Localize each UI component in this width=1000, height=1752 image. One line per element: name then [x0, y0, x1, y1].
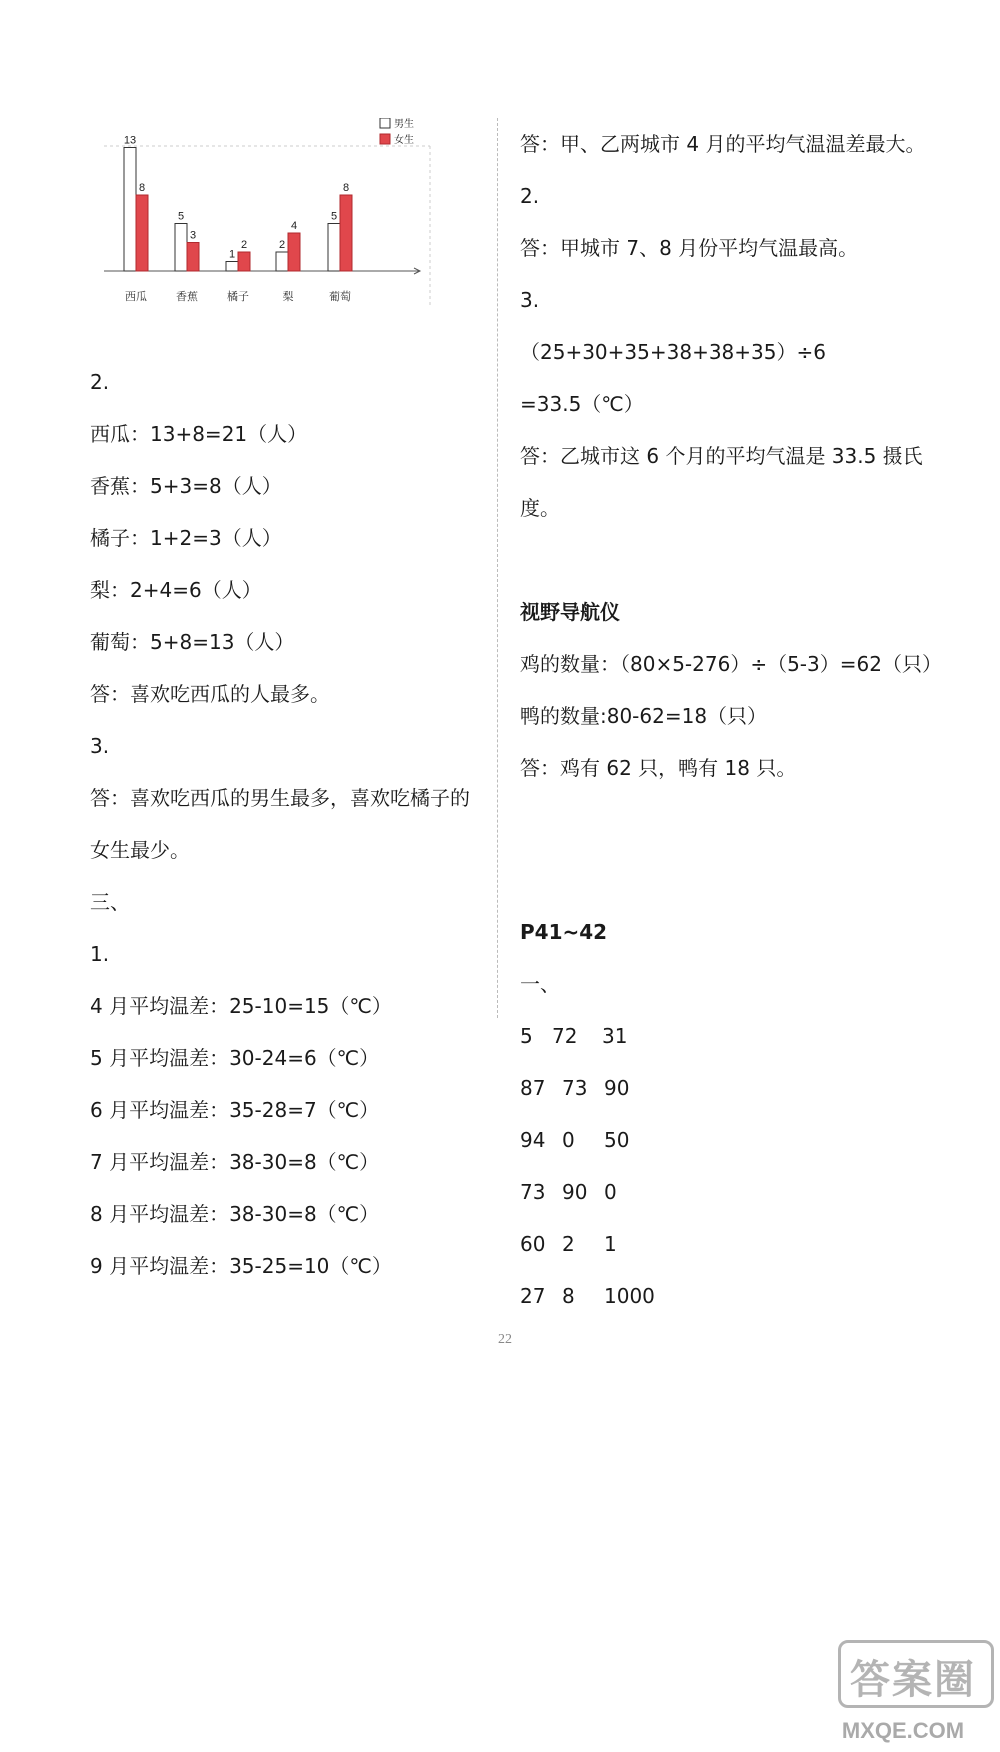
- grid-cell: 94: [520, 1128, 546, 1152]
- answer-average-line-1: 答：乙城市这 6 个月的平均气温是 33.5 摄氏: [520, 444, 923, 468]
- question-3-number-right: 3.: [520, 288, 540, 312]
- bar-value-label-girls: 4: [290, 220, 298, 232]
- watermark-logo-text: 答案圈: [850, 1657, 976, 1703]
- chart-bars: [124, 148, 352, 272]
- answer-chicken-duck: 答：鸡有 62 只，鸭有 18 只。: [520, 756, 797, 780]
- bar-value-label-boys: 5: [177, 210, 185, 223]
- temp-diff-july: 7 月平均温差：38-30=8（℃）: [90, 1150, 380, 1174]
- grid-cell: 73: [520, 1180, 546, 1204]
- grid-cell: 90: [604, 1076, 630, 1100]
- answer-average-line-2: 度。: [520, 496, 560, 520]
- category-label: 香蕉: [176, 290, 198, 303]
- section-1-heading: 一、: [520, 972, 560, 996]
- grid-cell: 1000: [604, 1284, 655, 1308]
- temp-diff-may: 5 月平均温差：30-24=6（℃）: [90, 1046, 380, 1070]
- bar-girls: [187, 243, 199, 272]
- section-3-question-1-number: 1.: [90, 942, 110, 966]
- category-label: 橘子: [227, 290, 249, 303]
- watermark-logo: [818, 1634, 988, 1744]
- bar-value-label-boys: 5: [330, 210, 338, 223]
- chart-axes: [104, 146, 430, 308]
- bar-boys: [328, 224, 340, 272]
- q2-line-orange: 橘子：1+2=3（人）: [90, 526, 282, 550]
- grid-cell: 0: [562, 1128, 575, 1152]
- bar-value-label-girls: 8: [138, 182, 146, 194]
- question-3-number: 3.: [90, 734, 110, 758]
- page-range-heading: P41~42: [520, 920, 608, 944]
- grid-cell: 31: [602, 1024, 628, 1048]
- section-3-heading: 三、: [90, 890, 130, 914]
- bar-girls: [238, 252, 250, 271]
- duck-calc: 鸭的数量:80-62=18（只）: [520, 704, 768, 728]
- legend-label-girls: 女生: [394, 135, 414, 146]
- bar-value-label-girls: 3: [189, 229, 197, 242]
- bar-value-label-boys: 13: [123, 134, 137, 147]
- grid-cell: 72: [552, 1024, 578, 1048]
- bar-girls: [136, 195, 148, 271]
- bar-value-label-boys: 1: [228, 248, 236, 261]
- temp-diff-september: 9 月平均温差：35-25=10（℃）: [90, 1254, 392, 1278]
- category-label: 西瓜: [125, 290, 147, 303]
- bar-boys: [226, 262, 238, 272]
- legend-swatch-boys: [380, 118, 390, 128]
- bar-girls: [340, 195, 352, 271]
- temp-diff-april: 4 月平均温差：25-10=15（℃）: [90, 994, 392, 1018]
- q2-line-watermelon: 西瓜：13+8=21（人）: [90, 422, 308, 446]
- legend-label-boys: 男生: [394, 119, 414, 130]
- grid-cell: 2: [562, 1232, 575, 1256]
- grid-cell: 8: [562, 1284, 575, 1308]
- column-divider: [497, 118, 498, 1018]
- grid-cell: 73: [562, 1076, 588, 1100]
- legend-swatch-girls: [380, 134, 390, 144]
- grid-cell: 60: [520, 1232, 546, 1256]
- bar-value-label-girls: 8: [342, 182, 350, 194]
- grid-cell: 5: [520, 1024, 533, 1048]
- q2-answer: 答：喜欢吃西瓜的人最多。: [90, 682, 330, 706]
- chart-labels: [124, 135, 351, 304]
- grid-cell: 90: [562, 1180, 588, 1204]
- page-number: 22: [498, 1332, 512, 1347]
- section-title: 视野导航仪: [520, 600, 620, 624]
- category-label: 梨: [282, 290, 294, 303]
- q2-line-pear: 梨：2+4=6（人）: [90, 578, 262, 602]
- grid-cell: 27: [520, 1284, 546, 1308]
- grid-cell: 87: [520, 1076, 546, 1100]
- category-label: 葡萄: [329, 290, 351, 303]
- answer-max-temp-diff: 答：甲、乙两城市 4 月的平均气温温差最大。: [520, 132, 926, 156]
- bar-value-label-girls: 2: [240, 239, 248, 251]
- bar-boys: [175, 224, 187, 272]
- watermark-url: MXQE.COM: [841, 1718, 965, 1743]
- q2-line-banana: 香蕉：5+3=8（人）: [90, 474, 282, 498]
- temp-diff-june: 6 月平均温差：35-28=7（℃）: [90, 1098, 380, 1122]
- chicken-calc: 鸡的数量：（80×5-276）÷（5-3）=62（只）: [520, 652, 942, 676]
- answer-highest-temp: 答：甲城市 7、8 月份平均气温最高。: [520, 236, 859, 260]
- question-2-number: 2.: [90, 370, 110, 394]
- q2-line-grape: 葡萄：5+8=13（人）: [90, 630, 295, 654]
- q3-answer-line-2: 女生最少。: [90, 838, 190, 862]
- grid-cell: 1: [604, 1232, 617, 1256]
- bar-boys: [276, 252, 288, 271]
- bar-value-label-boys: 2: [278, 239, 286, 251]
- grid-cell: 0: [604, 1180, 617, 1204]
- question-2-number-right: 2.: [520, 184, 540, 208]
- chart-legend: [380, 118, 414, 146]
- average-calc-line-1: （25+30+35+38+38+35）÷6: [520, 340, 826, 364]
- q3-answer-line-1: 答：喜欢吃西瓜的男生最多，喜欢吃橘子的: [90, 786, 470, 810]
- grid-cell: 50: [604, 1128, 630, 1152]
- bar-chart: [90, 118, 480, 348]
- average-calc-line-2: =33.5（℃）: [520, 392, 644, 416]
- bar-girls: [288, 233, 300, 271]
- bar-boys: [124, 148, 136, 272]
- temp-diff-august: 8 月平均温差：38-30=8（℃）: [90, 1202, 380, 1226]
